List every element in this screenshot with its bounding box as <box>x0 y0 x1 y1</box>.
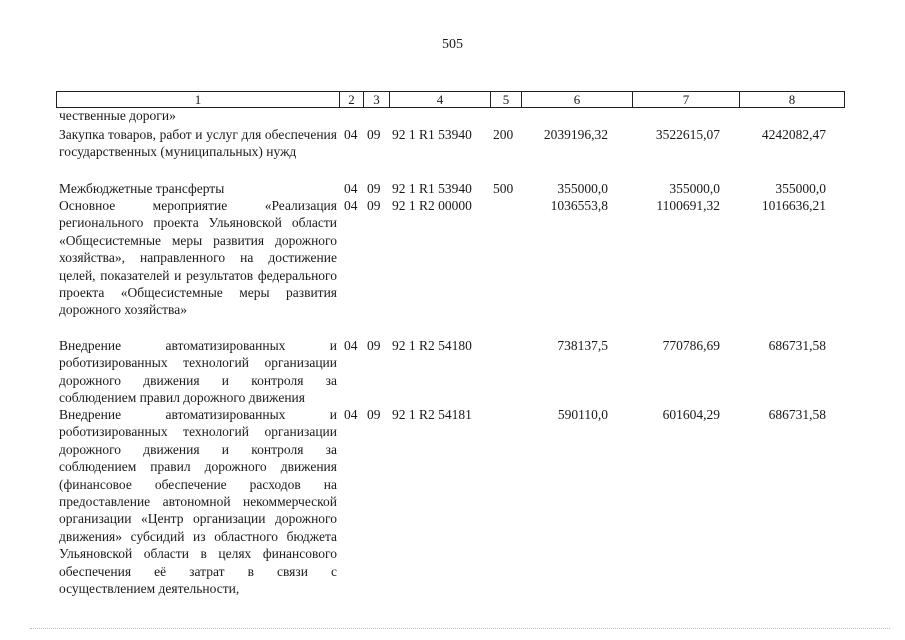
row-pr: 09 <box>367 407 381 422</box>
row-value-6: 590110,0 <box>557 407 608 422</box>
row-value-7: 355000,0 <box>669 181 720 196</box>
row-value-8: 4242082,47 <box>761 127 826 142</box>
row-value-8: 355000,0 <box>775 181 826 196</box>
table-row <box>56 126 845 180</box>
table-row <box>56 180 845 198</box>
row-value-6: 355000,0 <box>557 181 608 196</box>
row-description: чественные дороги» <box>59 108 176 123</box>
row-vr: 500 <box>493 181 514 196</box>
row-value-6: 738137,5 <box>557 338 608 353</box>
row-value-7: 3522615,07 <box>655 127 720 142</box>
row-csr: 92 1 R2 00000 <box>392 198 472 213</box>
row-csr: 92 1 R1 53940 <box>392 127 472 142</box>
row-pr: 09 <box>367 338 381 353</box>
header-col-6: 6 <box>521 92 632 107</box>
row-pr: 09 <box>367 181 381 196</box>
row-rz: 04 <box>344 127 358 142</box>
row-description: Основное мероприятие «Реализация регионального проекта Ульяновской области «Общесистемные меры развития дорожного хозяйства», направленного на достижение целей, показателей и результатов федерального проекта «Общесистемные меры развития дорожного хозяйства» <box>59 198 337 318</box>
table-row <box>56 197 845 337</box>
row-csr: 92 1 R2 54180 <box>392 338 472 353</box>
table-row <box>56 406 845 616</box>
row-value-7: 770786,69 <box>662 338 720 353</box>
table-header <box>56 91 845 108</box>
row-csr: 92 1 R1 53940 <box>392 181 472 196</box>
header-col-2: 2 <box>339 92 363 107</box>
header-col-7: 7 <box>632 92 739 107</box>
row-rz: 04 <box>344 181 358 196</box>
header-col-8: 8 <box>739 92 844 107</box>
row-pr: 09 <box>367 198 381 213</box>
scan-edge-line <box>30 628 890 630</box>
row-csr: 92 1 R2 54181 <box>392 407 472 422</box>
row-value-8: 686731,58 <box>768 338 826 353</box>
row-value-7: 601604,29 <box>662 407 720 422</box>
budget-table <box>56 91 845 597</box>
row-rz: 04 <box>344 338 358 353</box>
page-number: 505 <box>442 37 463 52</box>
row-description: Межбюджетные трансферты <box>59 181 225 196</box>
header-col-4: 4 <box>389 92 490 107</box>
row-value-7: 1100691,32 <box>656 198 720 213</box>
row-value-8: 1016636,21 <box>761 198 826 213</box>
row-description: Внедрение автоматизированных и роботизированных технологий организации дорожного движения и контроля за соблюдением правил дорожного движения <box>59 338 337 406</box>
header-col-5: 5 <box>490 92 521 107</box>
row-value-6: 2039196,32 <box>543 127 608 142</box>
row-rz: 04 <box>344 198 358 213</box>
header-col-3: 3 <box>363 92 389 107</box>
table-row <box>56 107 845 125</box>
row-pr: 09 <box>367 127 381 142</box>
row-description: Закупка товаров, работ и услуг для обеспечения государственных (муниципальных) нужд <box>59 127 337 160</box>
row-vr: 200 <box>493 127 514 142</box>
header-col-1: 1 <box>194 92 202 107</box>
row-value-8: 686731,58 <box>768 407 826 422</box>
row-description: Внедрение автоматизированных и роботизированных технологий организации дорожного движения и контроля за соблюдением правил дорожного движения (финансовое обеспечение расходов на предоставление автономной некоммерческой организации «Центр организации дорожного движения» субсидий из областного бюджета Ульяновской области в целях финансового обеспечения её затрат в связи с осуществлением деятельности, <box>59 407 337 597</box>
row-rz: 04 <box>344 407 358 422</box>
row-value-6: 1036553,8 <box>550 198 608 213</box>
table-row <box>56 337 845 407</box>
